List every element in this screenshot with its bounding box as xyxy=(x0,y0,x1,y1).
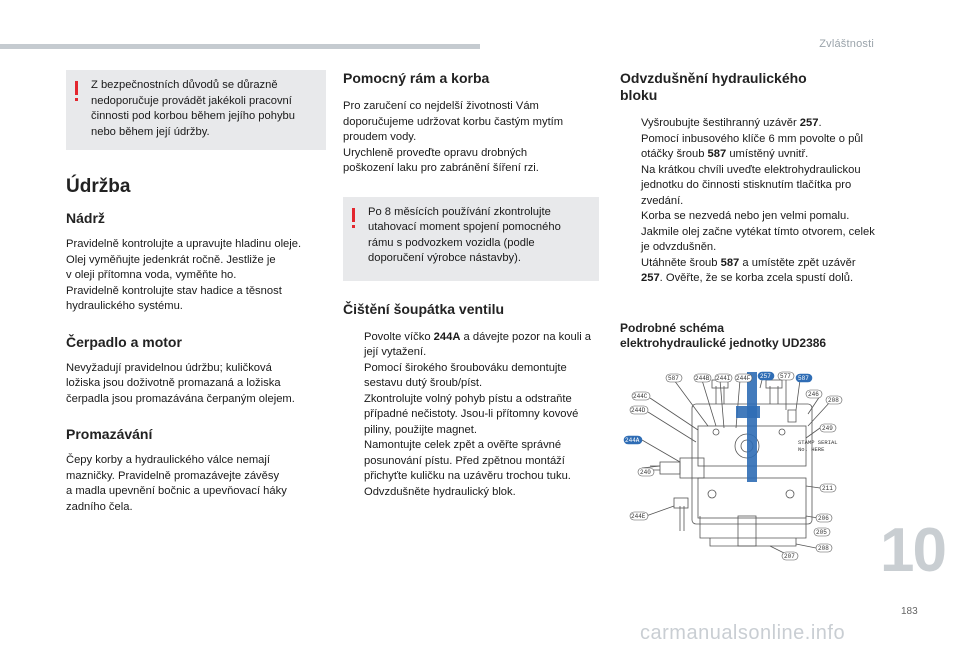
stamp-text: STAMP SERIAL xyxy=(798,439,838,446)
diagram-label: 211 xyxy=(822,485,833,492)
diagram-label: 244A xyxy=(625,437,640,444)
warning-icon xyxy=(75,81,79,101)
diagram-label: 249 xyxy=(822,425,833,432)
main-title: Údržba xyxy=(66,176,131,197)
stamp-text: No. HERE xyxy=(798,446,825,453)
list-item: Odvzdušněte hydraulický blok. xyxy=(364,485,516,498)
hydraulic-unit-diagram xyxy=(620,366,866,566)
diagram-label: 244C xyxy=(633,393,648,400)
list-item: Na krátkou chvíli uveďte elektrohydraulickou jednotku do činnosti stisknutím tlačítka pro zvedání. xyxy=(641,163,861,207)
column-right xyxy=(620,70,876,359)
list-item: Pomocí inbusového klíče 6 mm povolte o půl otáčky šroub 587 umístěný uvnitř. xyxy=(641,132,864,160)
valve-title: Čištění šoupátka ventilu xyxy=(343,300,505,317)
diagram-label: 587 xyxy=(668,375,679,382)
header-bar xyxy=(0,44,480,49)
warning-icon xyxy=(352,208,356,228)
section-label: Zvláštnosti xyxy=(819,38,874,50)
diagram-label: 208 xyxy=(828,397,839,404)
section-text-lubrication: Čepy korby a hydraulického válce nemají mazničky. Pravidelně promazávejte závěsy a madla upevnění bočnic a upevňovací háky zadního čela. xyxy=(66,454,287,513)
column-left xyxy=(66,70,326,515)
diagram-label: 246 xyxy=(808,391,819,398)
section-text-pump: Nevyžadují pravidelnou údržbu; kuličková ložiska jsou doživotně promazaná a ložiska čerpadla jsou promazávána čerpaným olejem. xyxy=(66,361,295,405)
diagram-label: 244D xyxy=(631,407,646,414)
list-item: Vyšroubujte šestihranný uzávěr 257. xyxy=(641,117,822,129)
section-title-pump: Čerpadlo a motor xyxy=(66,333,182,350)
warning-box-torque xyxy=(343,197,599,281)
diagram-label: 244E xyxy=(631,513,646,520)
subframe-title: Pomocný rám a korba xyxy=(343,70,490,86)
column-middle xyxy=(343,70,599,500)
diagram-title: Podrobné schéma elektrohydraulické jednotky UD2386 xyxy=(620,320,827,350)
page-number: 183 xyxy=(901,606,918,617)
bleeding-steps xyxy=(620,116,876,287)
diagram-label: 244B xyxy=(695,375,710,382)
diagram-label: 257 xyxy=(760,373,771,380)
warning-text: Po 8 měsících používání zkontrolujte utahovací moment spojení pomocného rámu s podvozkem vozidla (podle doporučení výrobce nástavby). xyxy=(368,205,561,264)
chapter-number: 10 xyxy=(880,516,945,585)
subframe-text: Pro zaručení co nejdelší životnosti Vám doporučujeme udržovat korbu častým mytím proudem vody. Urychleně proveďte opravu drobných poškození laku pro zabránění šíření rzi. xyxy=(343,100,564,174)
watermark: carmanualsonline.info xyxy=(640,622,846,644)
diagram-label: 205 xyxy=(816,529,827,536)
list-item: Povolte víčko 244A a dávejte pozor na kouli a její vytažení. xyxy=(364,330,592,358)
list-item: Korba se nezvedá nebo jen velmi pomalu. Jakmile olej začne vytékat tímto otvorem, celek je odvzdušněn. xyxy=(641,210,875,253)
list-item: Namontujte celek zpět a ověřte správné posunování pístu. Před zpětnou montáží přichyťte kuličku na uzávěru trochou tuku. xyxy=(364,439,571,482)
diagram-label: 244I xyxy=(716,375,731,382)
list-item: Pomocí širokého šroubováku demontujte sestavu dutý šroub/píst. xyxy=(364,361,567,389)
diagram-label: 206 xyxy=(818,515,829,522)
diagram-label: 587 xyxy=(798,375,809,382)
section-title-tank: Nádrž xyxy=(66,210,105,226)
list-item: Zkontrolujte volný pohyb pístu a odstraňte případné nečistoty. Jsou-li přítomny kovové piliny, použijte magnet. xyxy=(364,392,579,436)
valve-steps xyxy=(343,330,599,501)
diagram-label: 240 xyxy=(640,469,651,476)
diagram-label: 207 xyxy=(784,553,795,560)
diagram-label: 244F xyxy=(736,375,751,382)
list-item: Utáhněte šroub 587 a umístěte zpět uzávěr 257. Ověřte, že se korba zcela spustí dolů. xyxy=(641,256,856,284)
section-title-lubrication: Promazávání xyxy=(66,426,153,442)
warning-text: Z bezpečnostních důvodů se důrazně nedoporučuje provádět jakékoli pracovní činnosti pod korbou během jejího pohybu nebo během její údržby. xyxy=(91,79,296,138)
bleeding-title: Odvzdušnění hydraulického bloku xyxy=(620,70,807,103)
diagram-label: 208 xyxy=(818,545,829,552)
warning-box xyxy=(66,70,326,150)
diagram-label: 577 xyxy=(780,373,791,380)
section-text-tank: Pravidelně kontrolujte a upravujte hladinu oleje. Olej vyměňujte jedenkrát ročně. Jestliže je v oleji přítomna voda, vyměňte ho. Pravidelně kontrolujte stav hadice a těsnost hydraulického systému. xyxy=(66,238,302,312)
